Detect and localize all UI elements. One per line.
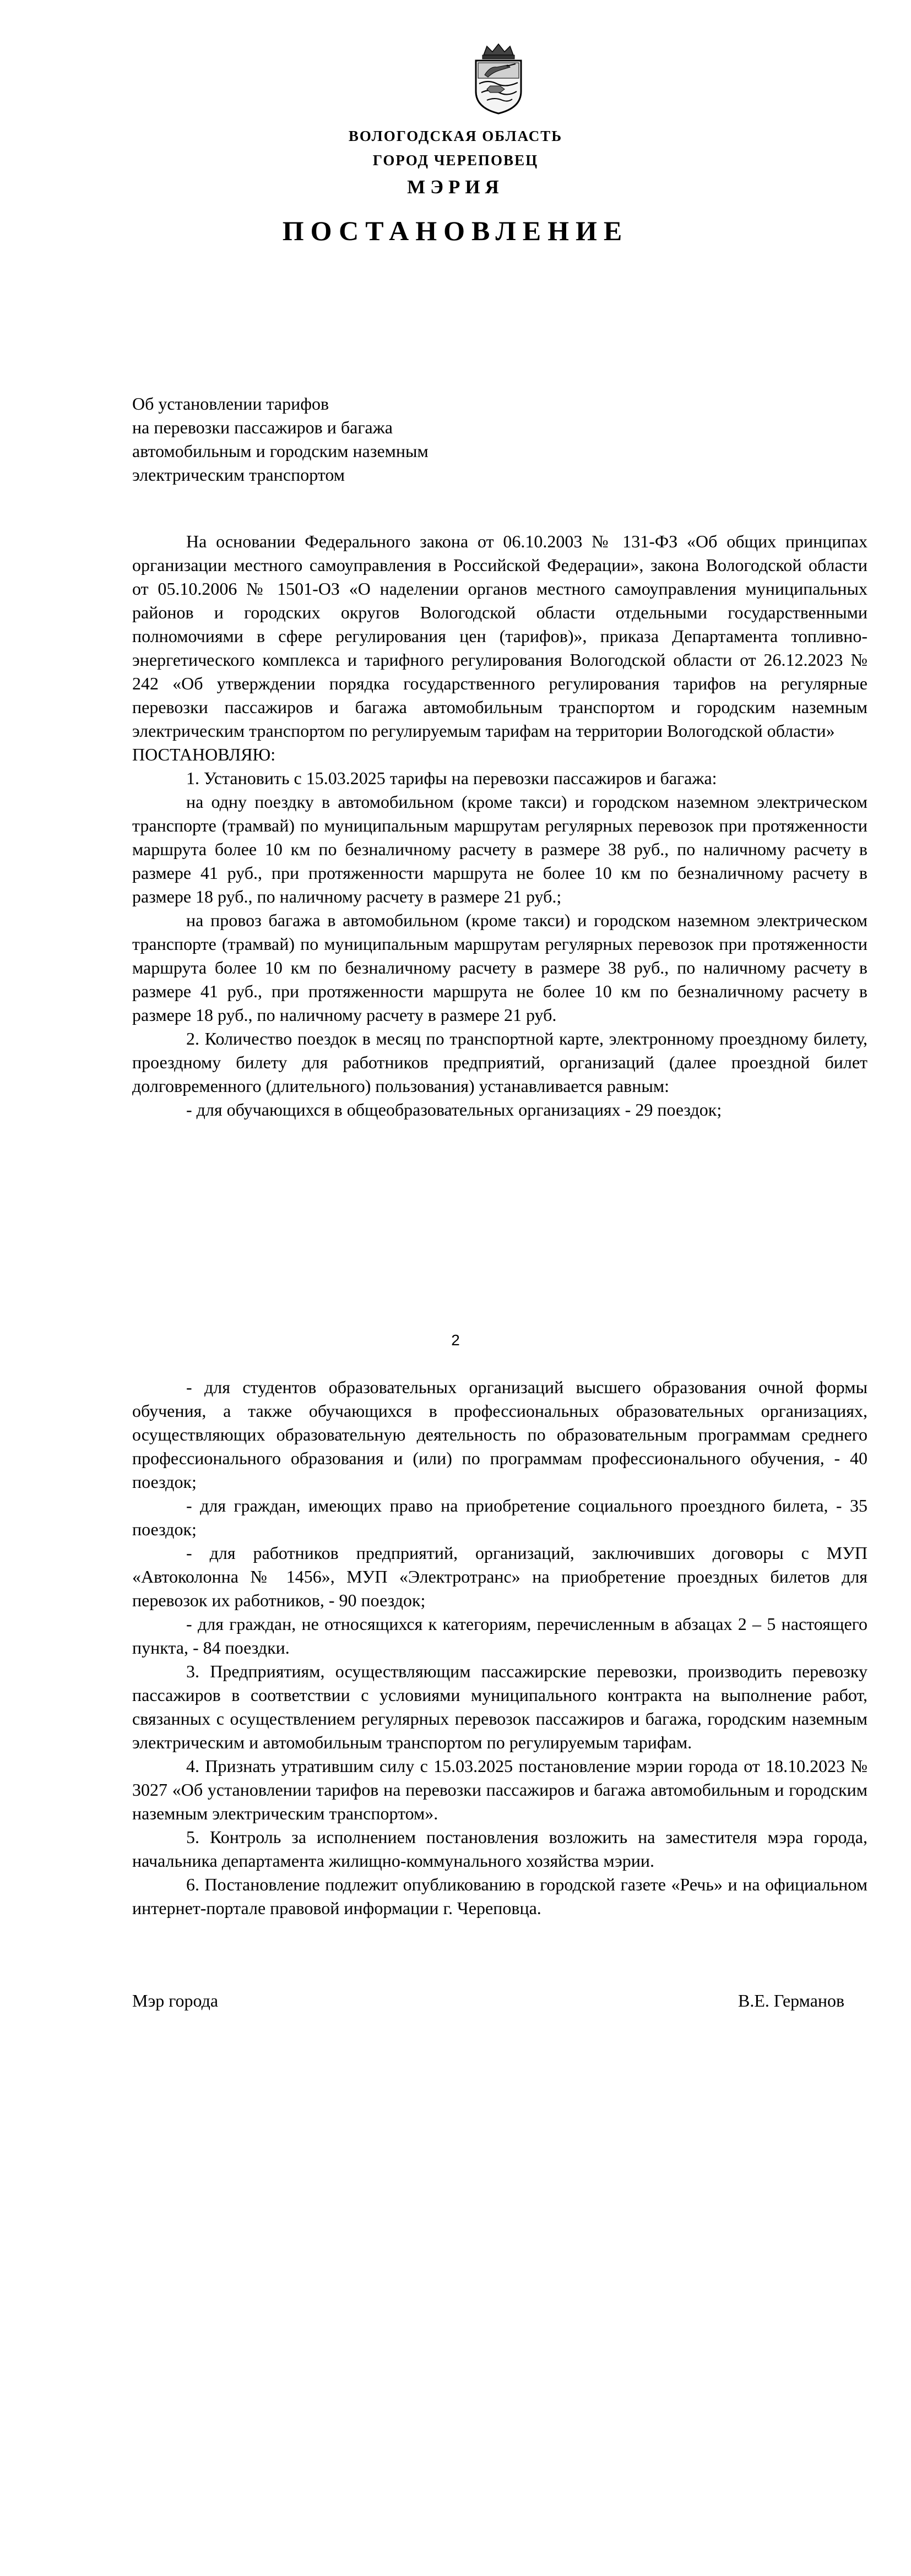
clause-2-school-students: - для обучающихся в общеобразовательных организациях - 29 поездок; xyxy=(186,1100,722,1119)
clause-5: 5. Контроль за исполнением постановления возложить на заместителя мэра города, начальника департамента жилищно-коммунального хозяйства мэрии. xyxy=(132,1827,867,1871)
subject-line: Об установлении тарифов xyxy=(132,394,329,414)
legal-basis-paragraph: На основании Федерального закона от 06.10.2003 № 131-ФЗ «Об общих принципах организации местного самоуправления в Российской Федерации», закона Вологодской области от 05.10.2006 № 1501-ОЗ «О наделении органов местного самоуправления муниципальных районов и городских округов Вологодской области отдельными государственными полномочиями в сфере регулирования цен (тарифов)», приказа Департамента топливно-энергетического комплекса и тарифного регулирования Вологодской области от 26.12.2023 № 242 «Об утверждении порядка государственного регулирования тарифов на регулярные перевозки пассажиров и багажа автомобильным транспортом и городским наземным электрическим транспортом по регулируемым тарифам на территории Вологодской области» xyxy=(132,531,867,741)
clause-3: 3. Предприятиям, осуществляющим пассажирские перевозки, производить перевозку пассажиров в соответствии с условиями муниципального контракта на выполнение работ, связанных с осуществлением регулярных перевозок пассажиров и багажа, городским наземным электрическим и автомобильным транспортом по регулируемым тарифам. xyxy=(132,1661,867,1752)
clause-2: 2. Количество поездок в месяц по транспортной карте, электронному проездному билету, проездному билету для работников предприятий, организаций (далее проездной билет долговременного (длительного) пользования) устанавливается равным: xyxy=(132,1029,867,1096)
clause-1-baggage-tariff: на провоз багажа в автомобильном (кроме такси) и городском наземном электрическом транспорте (трамвай) по муниципальным маршрутам регулярных перевозок при протяженности маршрута более 10 км по безналичному расчету в размере 38 руб., по наличному расчету в размере 41 руб., при протяженности маршрута не более 10 км по безналичному расчету в размере 18 руб., по наличному расчету в размере 21 руб. xyxy=(132,910,867,1025)
document-type-title: ПОСТАНОВЛЕНИЕ xyxy=(282,215,629,246)
clause-2-university-students: - для студентов образовательных организаций высшего образования очной формы обучения, а также обучающихся в профессиональных образовательных организациях, осуществляющих образовательную деятельность по образовательным программам среднего профессионального образования и (или) по программам профессионального обучения, - 40 поездок; xyxy=(132,1377,867,1492)
clause-2-other-citizens: - для граждан, не относящихся к категориям, перечисленным в абзацах 2 – 5 настоящего пункта, - 84 поездки. xyxy=(132,1614,867,1657)
subject-line: автомобильным и городским наземным xyxy=(132,441,429,461)
coat-of-arms-icon xyxy=(468,43,529,115)
subject-line: электрическим транспортом xyxy=(132,465,345,485)
resolution-keyword: ПОСТАНОВЛЯЮ: xyxy=(132,744,276,764)
clause-4: 4. Признать утратившим силу с 15.03.2025 постановление мэрии города от 18.10.2023 № 3027 «Об установлении тарифов на перевозки пассажиров и багажа автомобильным и городским наземным электрическим транспортом». xyxy=(132,1756,867,1823)
signatory-position: Мэр города xyxy=(132,1991,219,2010)
header-authority: МЭРИЯ xyxy=(407,176,504,198)
subject-line: на перевозки пассажиров и багажа xyxy=(132,417,393,437)
clause-6: 6. Постановление подлежит опубликованию в городской газете «Речь» и на официальном интернет-портале правовой информации г. Череповца. xyxy=(132,1874,867,1918)
clause-2-social-ticket: - для граждан, имеющих право на приобретение социального проездного билета, - 35 поездок; xyxy=(132,1496,867,1539)
signatory-name: В.Е. Германов xyxy=(738,1991,845,2010)
clause-2-workers: - для работников предприятий, организаций, заключивших договоры с МУП «Автоколонна № 1456», МУП «Электротранс» на приобретение проездных билетов для перевозок их работников, - 90 поездок; xyxy=(132,1543,867,1610)
header-city: ГОРОД ЧЕРЕПОВЕЦ xyxy=(372,152,539,169)
header-region: ВОЛОГОДСКАЯ ОБЛАСТЬ xyxy=(348,128,563,144)
document-body-page1 xyxy=(132,530,867,1122)
document-body-page2 xyxy=(132,1376,867,1920)
clause-1-trip-tariff: на одну поездку в автомобильном (кроме такси) и городском наземном электрическом транспорте (трамвай) по муниципальным маршрутам регулярных перевозок при протяженности маршрута более 10 км по безналичному расчету в размере 38 руб., по наличному расчету в размере 41 руб., при протяженности маршрута не более 10 км по безналичному расчету в размере 18 руб., по наличному расчету в размере 21 руб.; xyxy=(132,792,867,906)
document-subject xyxy=(132,392,518,487)
page-number: 2 xyxy=(451,1332,460,1349)
clause-1: 1. Установить с 15.03.2025 тарифы на перевозки пассажиров и багажа: xyxy=(186,768,717,788)
